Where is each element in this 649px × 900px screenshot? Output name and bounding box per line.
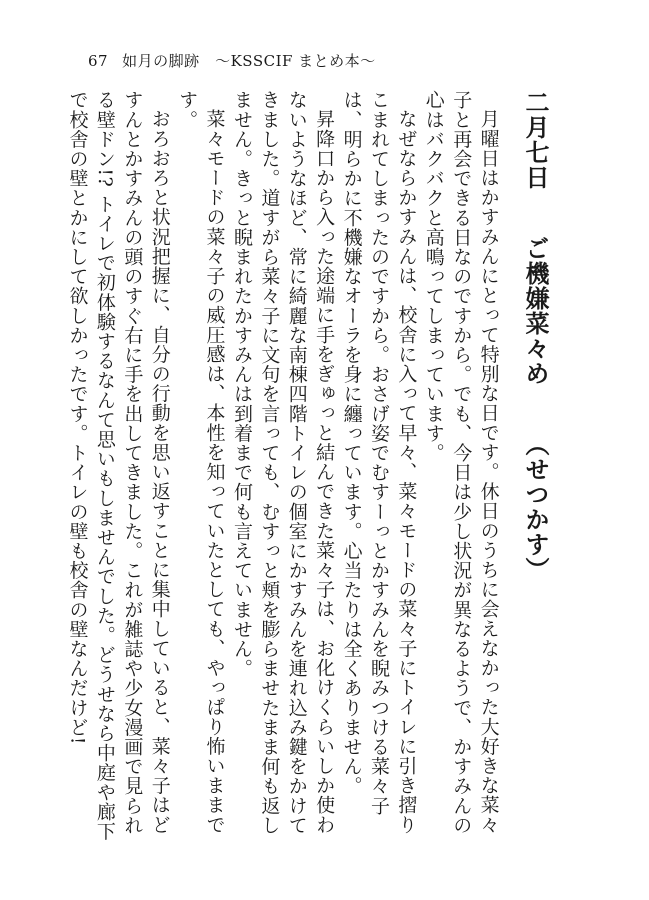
paragraph: おろおろと状況把握に、自分の行動を思い返すことに集中していると、菜々子はどすんとかすみんの頭のすぐ右に手を出してきました。これが雑誌や少女漫画で見られる壁ドン!? トイレで初体験するなんて思いもしませんでした。どうせなら中庭や廊下で校舎の壁とかにして欲しかったです。トイレの壁も校舎の壁なんだけど! bbox=[66, 90, 171, 841]
paragraph: 昇降口から入った途端に手をぎゅっと結んできた菜々子は、お化けくらいしか使わないようなほど、常に綺麗な南棟四階トイレの個室にかすみんを連れ込み鍵をかけてきました。道すがら菜々子に文句を言っても、むすっと頬を膨らませたまま何も返しません。きっと睨まれたかすみんは到着まで何も言えていません。 bbox=[230, 90, 336, 835]
chapter-title: ご機嫌菜々め bbox=[521, 236, 550, 386]
chapter-author: （せつかす） bbox=[521, 432, 550, 582]
page-number: 67 bbox=[88, 52, 109, 70]
running-title: 如月の脚跡 〜KSSCIF まとめ本〜 bbox=[122, 52, 376, 70]
paragraph: 菜々モードの菜々子の威圧感は、本性を知っていたとしても、やっぱり怖いままです。 bbox=[176, 90, 226, 835]
chapter-date: 二月七日 bbox=[521, 90, 550, 190]
running-header bbox=[88, 50, 376, 71]
paragraph: 月曜日はかすみんにとって特別な日です。休日のうちに会えなかった大好きな菜々子と再会できる日なのですから。でも、今日は少し状況が異なるようで、かすみんの心はバクバクと高鳴ってしまっています。 bbox=[422, 90, 500, 835]
chapter-heading bbox=[522, 90, 549, 850]
vertical-text-block bbox=[63, 90, 549, 850]
paragraph: なぜならかすみんは、校舎に入って早々、菜々モードの菜々子にトイレに引き摺りこまれてしまったのですから。おさげ姿でむすーっとかすみんを睨みつける菜々子は、明らかに不機嫌なオーラを身に纏っています。心当たりは全くありません。 bbox=[340, 90, 418, 835]
